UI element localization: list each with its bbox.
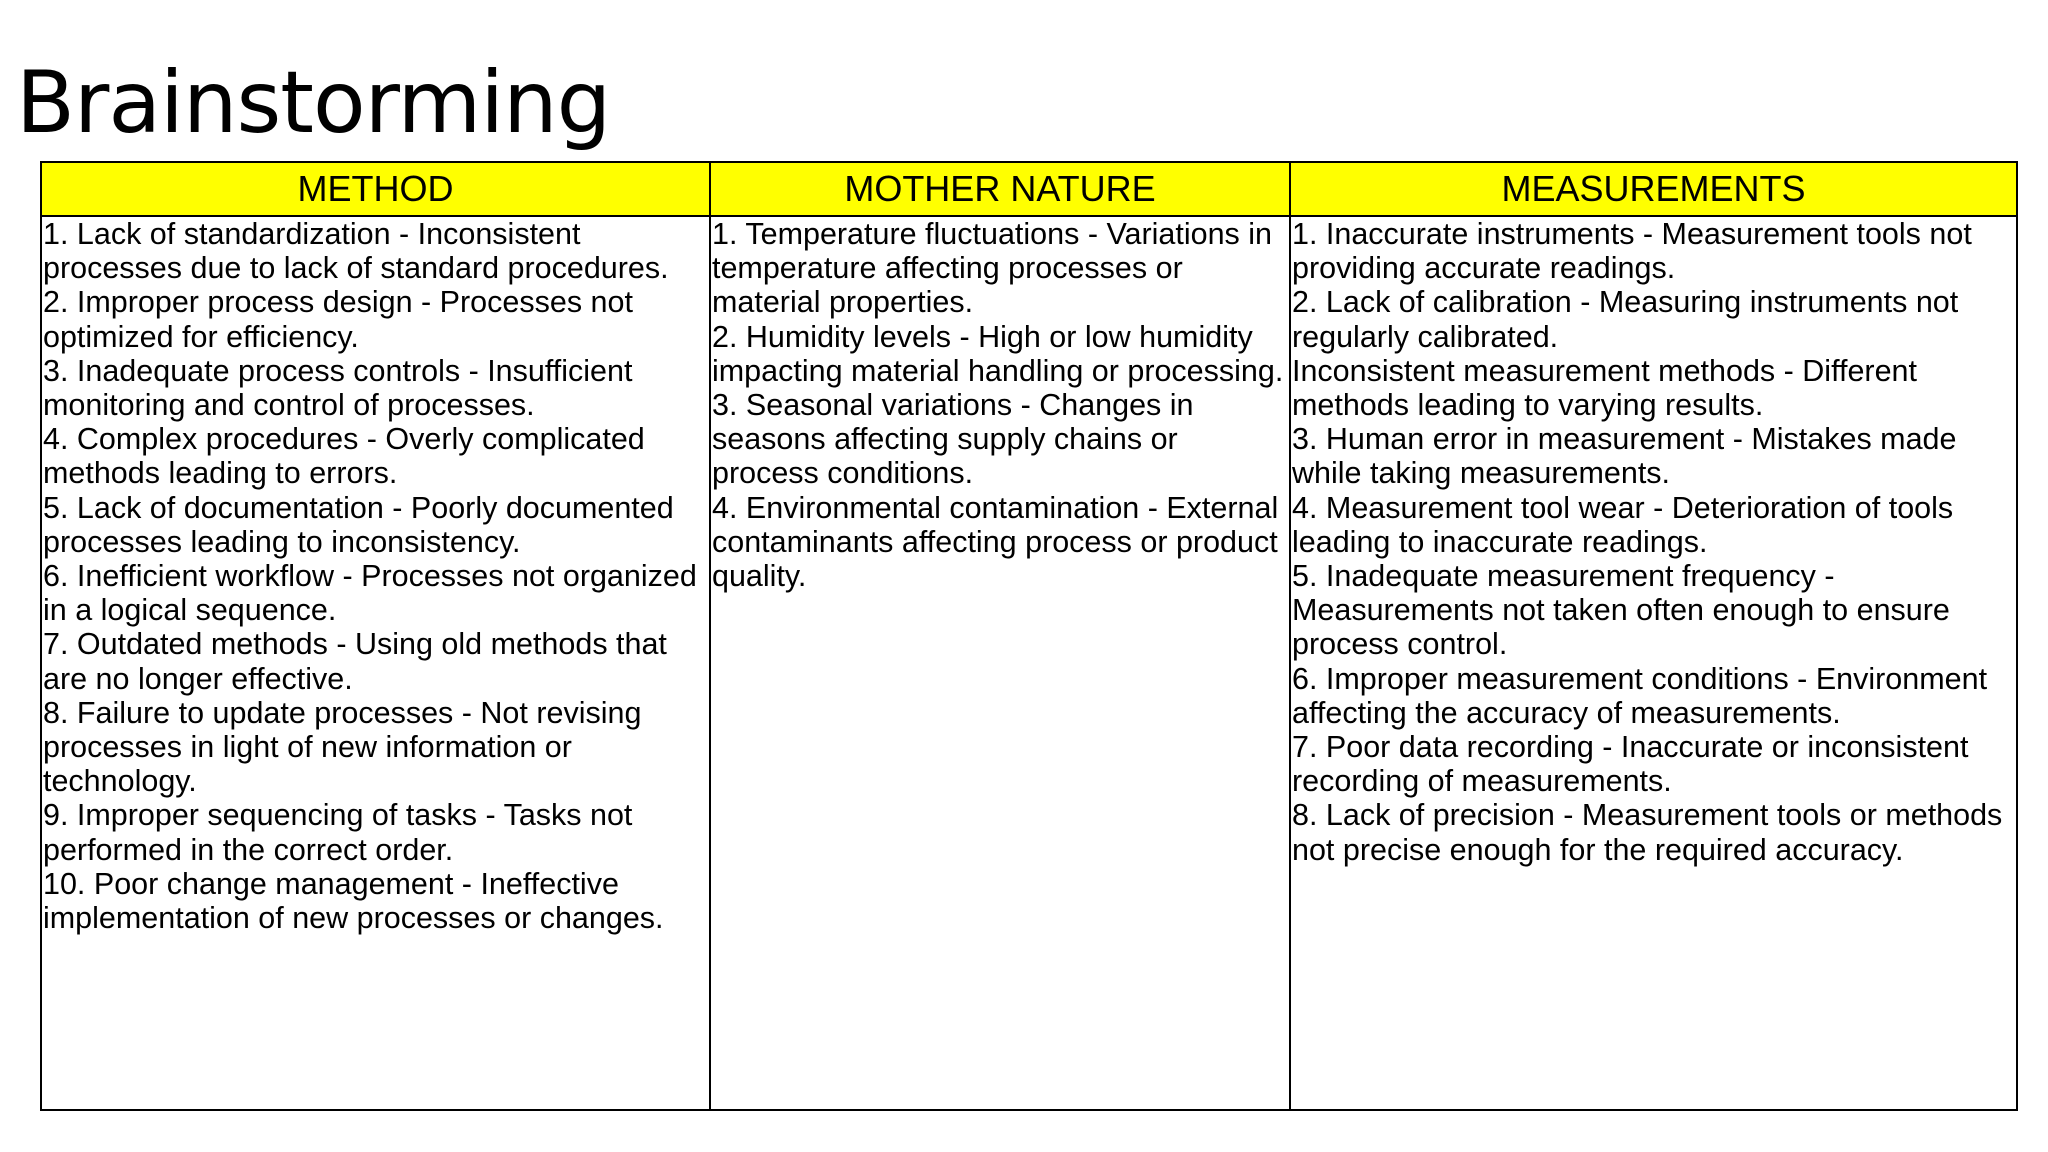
header-mother-nature: MOTHER NATURE (710, 162, 1290, 216)
measurements-item: 1. Inaccurate instruments - Measurement tools not providing accurate readings. (1292, 217, 1972, 286)
method-item: 4. Complex procedures - Overly complicated methods leading to errors. (43, 422, 645, 491)
header-measurements: MEASUREMENTS (1290, 162, 2017, 216)
method-item: 7. Outdated methods - Using old methods that are no longer effective. (43, 627, 667, 696)
measurements-item: Inconsistent measurement methods - Different methods leading to varying results. (1292, 353, 1917, 423)
mother-nature-item: 1. Temperature fluctuations - Variations in temperature affecting processes or material properties. (712, 217, 1273, 320)
measurements-cell (1290, 216, 2017, 1110)
mother-nature-item: 4. Environmental contamination - External contaminants affecting process or product quality. (712, 490, 1279, 594)
brainstorm-table (40, 161, 2018, 1111)
mother-nature-item: 2. Humidity levels - High or low humidity impacting material handling or processing. (712, 319, 1284, 388)
method-item: 9. Improper sequencing of tasks - Tasks not performed in the correct order. (43, 798, 633, 867)
measurements-item: 5. Inadequate measurement frequency - Measurements not taken often enough to ensure process control. (1292, 559, 1950, 662)
method-item: 1. Lack of standardization - Inconsistent processes due to lack of standard procedures. (43, 217, 669, 286)
measurements-item: 8. Lack of precision - Measurement tools or methods not precise enough for the required accuracy. (1292, 798, 2003, 867)
mother-nature-cell (710, 216, 1290, 1110)
measurements-item: 7. Poor data recording - Inaccurate or inconsistent recording of measurements. (1292, 730, 1969, 799)
measurements-item: 3. Human error in measurement - Mistakes made while taking measurements. (1292, 422, 1957, 491)
method-item: 10. Poor change management - Ineffective implementation of new processes or changes. (43, 866, 664, 936)
header-method: METHOD (41, 162, 710, 216)
method-item: 2. Improper process design - Processes not optimized for efficiency. (43, 285, 633, 354)
method-cell (41, 216, 710, 1110)
measurements-item: 6. Improper measurement conditions - Environment affecting the accuracy of measurements. (1292, 661, 1988, 730)
content-row (41, 216, 2017, 1110)
slide-title: Brainstorming (16, 53, 611, 153)
method-item: 8. Failure to update processes - Not revising processes in light of new information or technology. (43, 695, 642, 799)
measurements-item: 4. Measurement tool wear - Deterioration of tools leading to inaccurate readings. (1292, 490, 1954, 559)
method-item: 3. Inadequate process controls - Insufficient monitoring and control of processes. (43, 353, 633, 423)
method-item: 6. Inefficient workflow - Processes not organized in a logical sequence. (43, 559, 697, 628)
method-item: 5. Lack of documentation - Poorly documented processes leading to inconsistency. (43, 490, 674, 559)
mother-nature-item: 3. Seasonal variations - Changes in seasons affecting supply chains or process conditions. (712, 388, 1194, 491)
header-row (41, 162, 2017, 216)
measurements-item: 2. Lack of calibration - Measuring instruments not regularly calibrated. (1292, 285, 1959, 354)
